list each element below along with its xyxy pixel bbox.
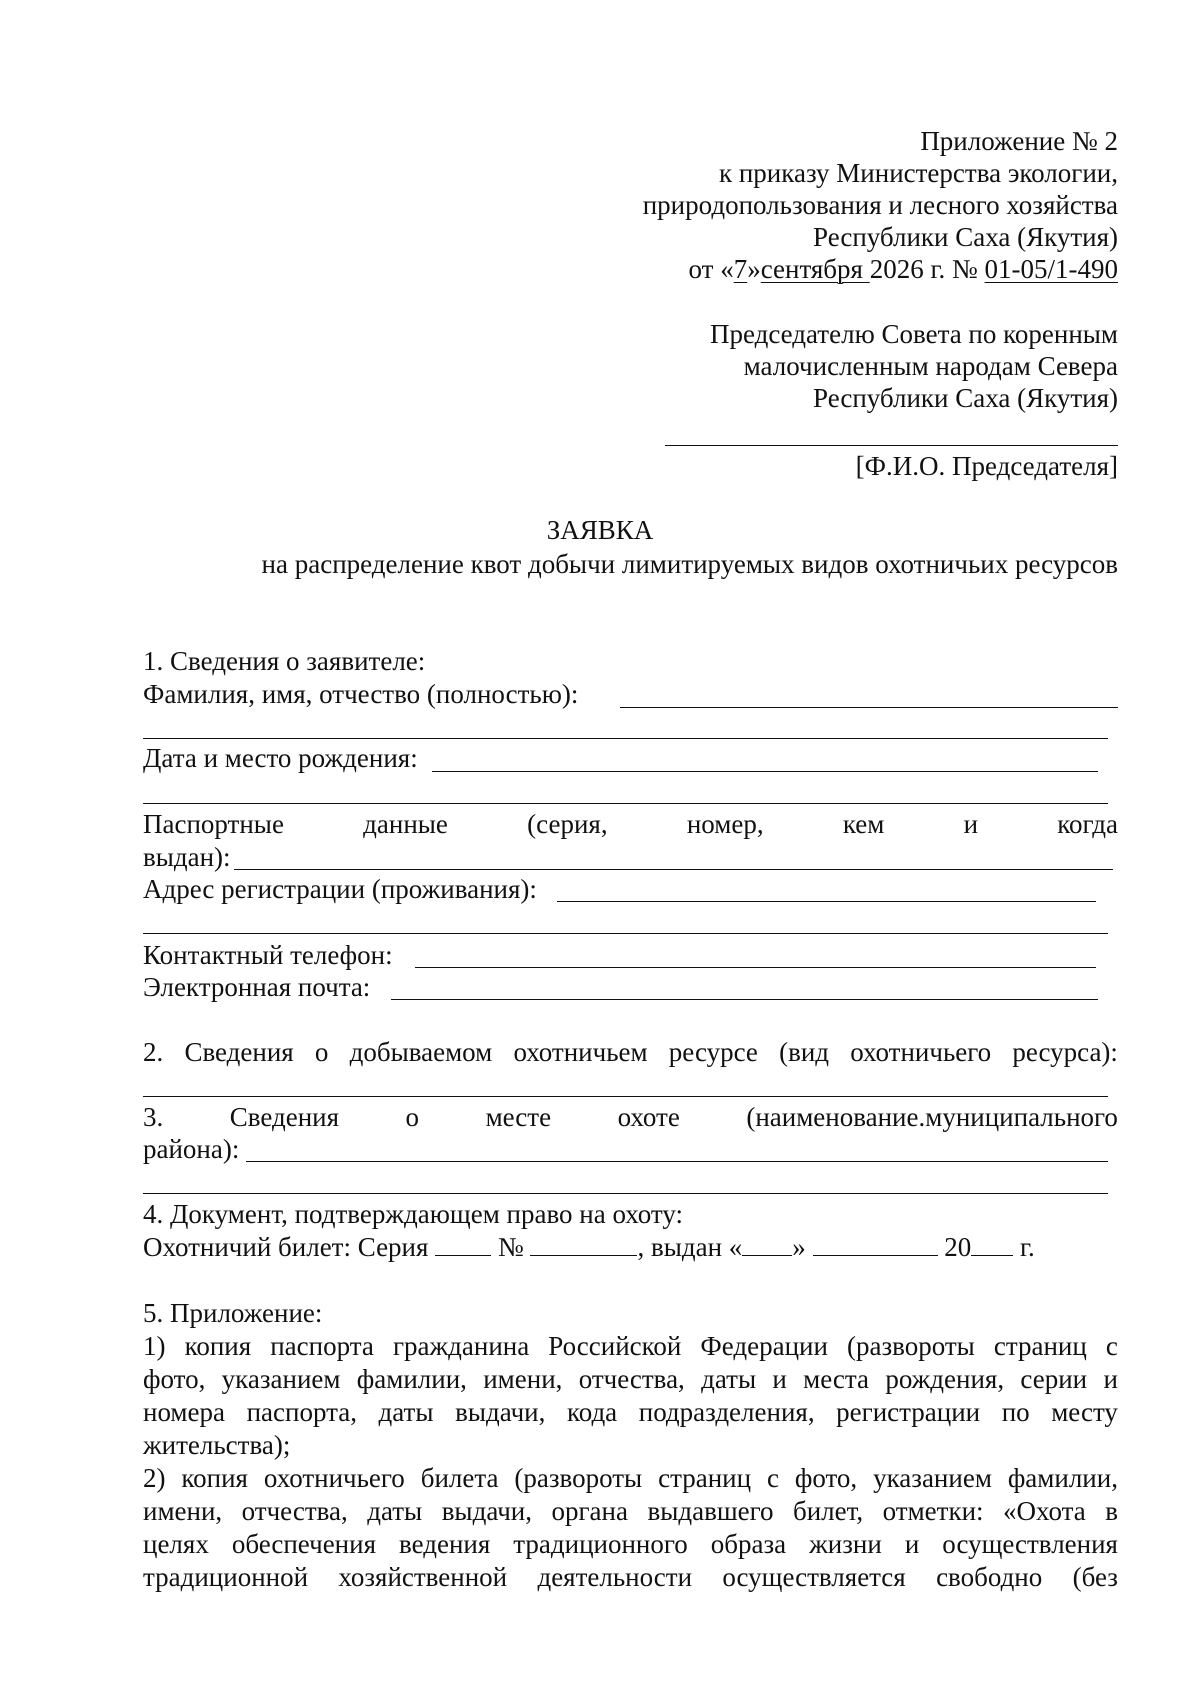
section-3-label-cont: района): [143, 1134, 240, 1164]
text-word: указанием [873, 1463, 992, 1493]
addressee-line-3: Республики Саха (Якутия) [813, 383, 1118, 413]
birth-field[interactable] [432, 771, 1098, 772]
section-4-heading: 4. Документ, подтверждающем право на охоту: [143, 1199, 683, 1229]
section-2-word: охотничьего [850, 1037, 992, 1067]
text-word: органа [551, 1496, 628, 1526]
text-word: указанием [221, 1364, 341, 1394]
ticket-issued-label: , выдан « [637, 1232, 743, 1262]
addressee-line-2: малочисленным народам Севера [743, 351, 1118, 381]
text-word: целях [143, 1529, 209, 1559]
text-word: страниц [658, 1463, 752, 1493]
order-year: 2026 г. № [869, 254, 985, 284]
ticket-year-field[interactable] [971, 1231, 1013, 1256]
text-word: выдавшего [647, 1496, 774, 1526]
text-word: подразделения, [638, 1397, 815, 1427]
attachment-2-line [143, 1528, 1118, 1560]
section-3-word: месте [485, 1102, 552, 1132]
text-word: регистрации [836, 1397, 981, 1427]
attachment-1-line [143, 1396, 1118, 1428]
text-word: копия [184, 1331, 252, 1361]
section-2-word: (вид [779, 1037, 830, 1067]
ticket-series-label: Охотничий билет: Серия [143, 1232, 429, 1262]
address-field-cont[interactable] [143, 933, 1108, 934]
phone-field[interactable] [415, 967, 1096, 968]
text-word: осуществляется [722, 1562, 906, 1592]
full-name-label: Фамилия, имя, отчество (полностью): [143, 679, 579, 709]
district-field[interactable] [246, 1161, 1108, 1162]
passport-word: и [963, 809, 979, 839]
section-3-word: о [405, 1102, 420, 1132]
section-3-label [143, 1101, 1118, 1133]
text-word: и [772, 1364, 787, 1394]
text-word: (без [1072, 1562, 1118, 1592]
text-word: образа [710, 1529, 787, 1559]
text-word: выдачи, [455, 1397, 546, 1427]
email-field[interactable] [391, 999, 1098, 1000]
section-2-word: охотничьем [513, 1037, 648, 1067]
page-title: ЗАЯВКА [546, 515, 654, 545]
attachment-2-line [143, 1462, 1118, 1494]
text-word: фото, [143, 1364, 206, 1394]
text-word: выдачи, [441, 1496, 532, 1526]
order-mid: » [747, 254, 761, 284]
section-5-heading: 5. Приложение: [143, 1298, 323, 1328]
text-word: копия [181, 1463, 248, 1493]
text-word: отчества, [241, 1496, 348, 1526]
text-word: Российской [548, 1331, 682, 1361]
district-field-cont[interactable] [143, 1193, 1108, 1194]
text-word: (развороты [847, 1331, 975, 1361]
addressee-line-1: Председателю Совета по коренным [709, 319, 1118, 349]
resource-field[interactable] [143, 1096, 1108, 1097]
passport-label-cont: выдан): [143, 842, 231, 872]
text-word: деятельности [537, 1562, 693, 1592]
text-word: обеспечения [231, 1529, 376, 1559]
text-word: серии [1020, 1364, 1088, 1394]
ticket-month-field[interactable] [813, 1231, 938, 1256]
section-2-label [143, 1036, 1118, 1068]
full-name-field-cont[interactable] [143, 738, 1108, 739]
passport-field[interactable] [234, 869, 1113, 870]
section-3-word: (наименование.муниципального [746, 1102, 1118, 1132]
signature-caption: [Ф.И.О. Председателя] [855, 451, 1118, 481]
section-3-word: Сведения [229, 1102, 340, 1132]
text-word: билета [420, 1463, 499, 1493]
text-word: фамилии, [1007, 1463, 1118, 1493]
text-word: 2) [143, 1463, 166, 1493]
email-label: Электронная почта: [143, 972, 371, 1002]
text-word: места [803, 1364, 870, 1394]
text-word: билет, [793, 1496, 864, 1526]
text-word: кода [566, 1397, 618, 1427]
ticket-quote-close: » [792, 1232, 806, 1262]
passport-word: Паспортные [143, 809, 284, 839]
text-word: осуществления [942, 1529, 1118, 1559]
text-word: хозяйственной [338, 1562, 508, 1592]
text-word: отметки: [882, 1496, 984, 1526]
section-2-word: 2. [143, 1037, 164, 1067]
text-word: в [1105, 1496, 1118, 1526]
ticket-series-field[interactable] [435, 1231, 491, 1256]
section-2-word: ресурсе [668, 1037, 758, 1067]
annex-order-line: к приказу Министерства экологии, [718, 158, 1118, 188]
text-word: даты [367, 1496, 423, 1526]
text-word: месту [1051, 1397, 1118, 1427]
annex-order-date [689, 253, 1119, 285]
address-label: Адрес регистрации (проживания): [143, 874, 537, 904]
passport-label [143, 808, 1118, 840]
text-word: рождения, [885, 1364, 1005, 1394]
passport-word: номер, [686, 809, 764, 839]
ticket-no-label: № [497, 1232, 524, 1262]
hunting-ticket-line [143, 1231, 1035, 1263]
text-word: (развороты [514, 1463, 643, 1493]
order-month: сентября [760, 254, 870, 284]
text-word: традиционного [513, 1529, 688, 1559]
birth-label: Дата и место рождения: [143, 743, 418, 773]
annex-ministry-line: природопользования и лесного хозяйства [642, 190, 1118, 220]
text-word: ведения [399, 1529, 491, 1559]
ticket-year-suffix: г. [1020, 1232, 1035, 1262]
text-word: с [766, 1463, 779, 1493]
address-field[interactable] [557, 901, 1096, 902]
annex-republic-line: Республики Саха (Якутия) [813, 222, 1118, 252]
order-day: 7 [733, 254, 748, 284]
attachment-1-line [143, 1363, 1118, 1395]
text-word: паспорта, [246, 1397, 357, 1427]
passport-word: когда [1057, 809, 1118, 839]
text-word: даты [378, 1397, 434, 1427]
text-word: и [904, 1529, 920, 1559]
text-word: даты [701, 1364, 757, 1394]
attachment-1-last-line: жительства); [143, 1430, 291, 1460]
full-name-field[interactable] [620, 707, 1118, 708]
attachment-2-line [143, 1561, 1118, 1593]
text-word: с [1105, 1331, 1118, 1361]
text-word: по [1001, 1397, 1030, 1427]
annex-title: Приложение № 2 [920, 126, 1118, 156]
text-word: страниц [993, 1331, 1087, 1361]
section-2-word: Сведения [184, 1037, 294, 1067]
text-word: имени, [483, 1364, 563, 1394]
text-word: имени, [143, 1496, 223, 1526]
section-1-heading: 1. Сведения о заявителе: [143, 646, 426, 676]
text-word: паспорта [270, 1331, 374, 1361]
text-word: 1) [143, 1331, 166, 1361]
section-3-word: 3. [143, 1102, 164, 1132]
text-word: «Охота [1003, 1496, 1086, 1526]
ticket-day-field[interactable] [742, 1231, 792, 1256]
text-word: и [1103, 1364, 1118, 1394]
text-word: отчества, [578, 1364, 685, 1394]
attachment-2-line [143, 1495, 1118, 1527]
attachment-1-line [143, 1330, 1118, 1362]
signature-line [665, 445, 1118, 446]
section-2-word: ресурса): [1012, 1037, 1118, 1067]
phone-label: Контактный телефон: [143, 940, 393, 970]
text-word: Федерации [700, 1331, 828, 1361]
birth-field-cont[interactable] [143, 803, 1108, 804]
section-2-word: добываемом [349, 1037, 493, 1067]
text-word: фамилии, [356, 1364, 467, 1394]
text-word: свободно [936, 1562, 1043, 1592]
order-number: 01-05/1-490 [984, 254, 1118, 284]
text-word: традиционной [143, 1562, 309, 1592]
text-word: фото, [794, 1463, 858, 1493]
passport-word: (серия, [527, 809, 608, 839]
ticket-number-field[interactable] [530, 1231, 637, 1256]
text-word: гражданина [392, 1331, 530, 1361]
order-prefix: от « [688, 254, 734, 284]
text-word: номера [143, 1397, 225, 1427]
ticket-year-prefix: 20 [944, 1232, 972, 1262]
section-2-word: о [314, 1037, 329, 1067]
page-subtitle: на распределение квот добычи лимитируемых видов охотничьих ресурсов [261, 549, 1118, 579]
passport-word: данные [363, 809, 448, 839]
text-word: охотничьего [263, 1463, 405, 1493]
section-3-word: охоте [617, 1102, 680, 1132]
passport-word: кем [842, 809, 885, 839]
text-word: жизни [809, 1529, 882, 1559]
